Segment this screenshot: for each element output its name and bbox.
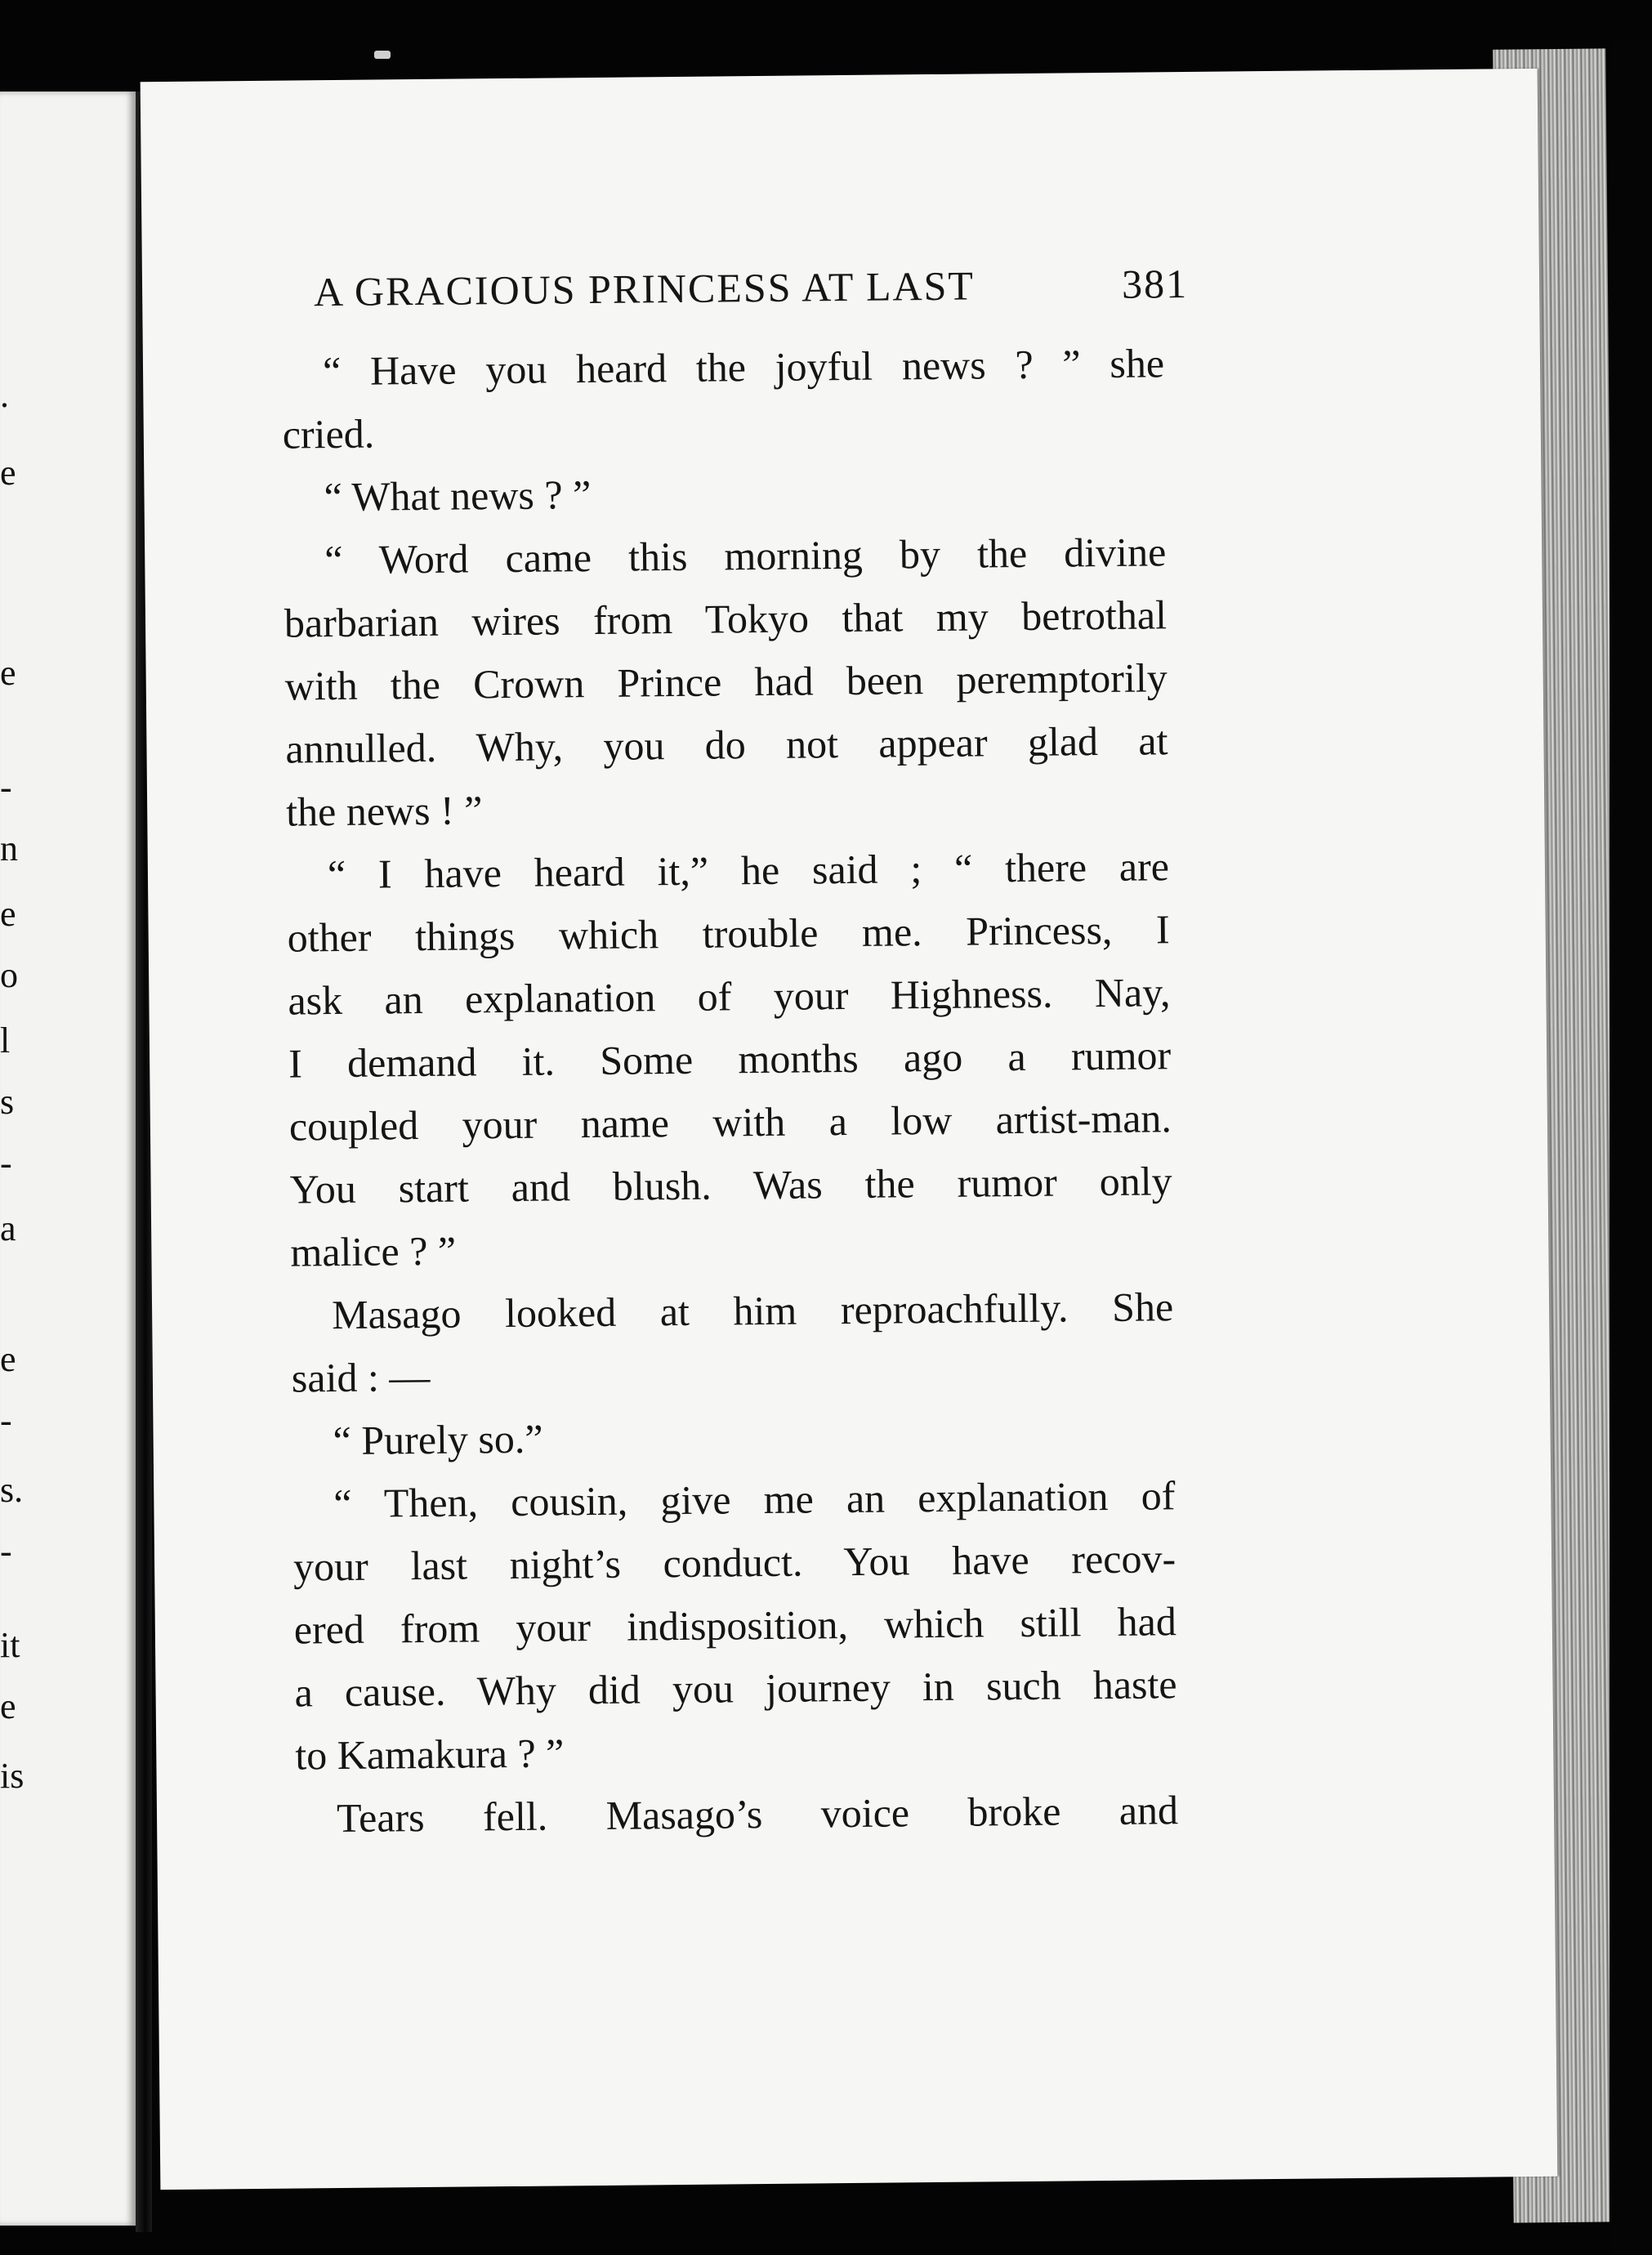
book-page (141, 69, 1558, 2190)
text-line: ered from your indisposition, which still had (293, 1598, 1177, 1653)
text-line: Masago looked at him reproachfully. She (331, 1284, 1174, 1338)
text-line: “ Purely so.” (333, 1415, 543, 1464)
scan-speck (374, 51, 391, 59)
facing-page-fragment: . (0, 375, 9, 415)
text-line: your last night’s conduct. You have recov- (292, 1535, 1176, 1590)
text-line: “ Have you heard the joyful news ? ” she (322, 340, 1165, 395)
facing-page-fragment: - (0, 1531, 12, 1571)
running-head (281, 260, 1189, 325)
facing-page-fragment: l (0, 1020, 11, 1061)
text-line: annulled. Why, you do not appear glad at (285, 717, 1168, 772)
facing-page-fragment: it (0, 1625, 20, 1665)
text-line: Tears fell. Masago’s voice broke and (336, 1787, 1179, 1842)
facing-page-fragment: e (0, 1686, 16, 1726)
body-text (282, 332, 1179, 1850)
text-line: “ What news ? ” (324, 471, 592, 520)
text-line: a cause. Why did you journey in such haste (294, 1661, 1177, 1716)
facing-page-fragment: o (0, 955, 18, 995)
facing-page-fragment: e (0, 653, 16, 693)
facing-page-fragment: a (0, 1208, 16, 1248)
text-line: “ Then, cousin, give me an explanation of (333, 1472, 1176, 1527)
text-line: malice ? ” (290, 1227, 457, 1275)
text-line: coupled your name with a low artist-man. (288, 1095, 1172, 1150)
page-number: 381 (1121, 260, 1189, 307)
facing-page-fragment: - (0, 1400, 12, 1440)
facing-page-fragment: - (0, 767, 12, 807)
running-head-title: A GRACIOUS PRINCESS AT LAST (313, 262, 976, 315)
page-text-block (281, 260, 1189, 1850)
facing-page-fragment: s (0, 1082, 15, 1122)
text-line: with the Crown Prince had been peremptorily (284, 654, 1168, 709)
previous-page-edge (0, 92, 136, 2226)
text-line: barbarian wires from Tokyo that my betrothal (284, 592, 1168, 646)
facing-page-fragment: - (0, 1143, 12, 1183)
facing-page-fragment: e (0, 894, 16, 934)
text-line: the news ! ” (285, 787, 483, 835)
text-line: “ Word came this morning by the divine (324, 529, 1167, 583)
text-line: “ I have heard it,” he said ; “ there are (327, 843, 1170, 898)
text-line: said : — (291, 1353, 431, 1401)
text-line: cried. (282, 410, 375, 458)
text-line: other things which trouble me. Princess, I (287, 906, 1170, 961)
text-line: You start and blush. Was the rumor only (289, 1158, 1172, 1212)
facing-page-fragment: e (0, 1339, 16, 1379)
text-line: I demand it. Some months ago a rumor (288, 1032, 1172, 1087)
facing-page-fragment: n (0, 828, 18, 869)
text-line: ask an explanation of your Highness. Nay, (288, 969, 1171, 1024)
text-line: to Kamakura ? ” (295, 1730, 565, 1779)
facing-page-fragment: is (0, 1756, 25, 1796)
facing-page-fragment: e (0, 453, 16, 493)
scan-border (1610, 41, 1652, 2255)
facing-page-fragment: s. (0, 1470, 24, 1510)
